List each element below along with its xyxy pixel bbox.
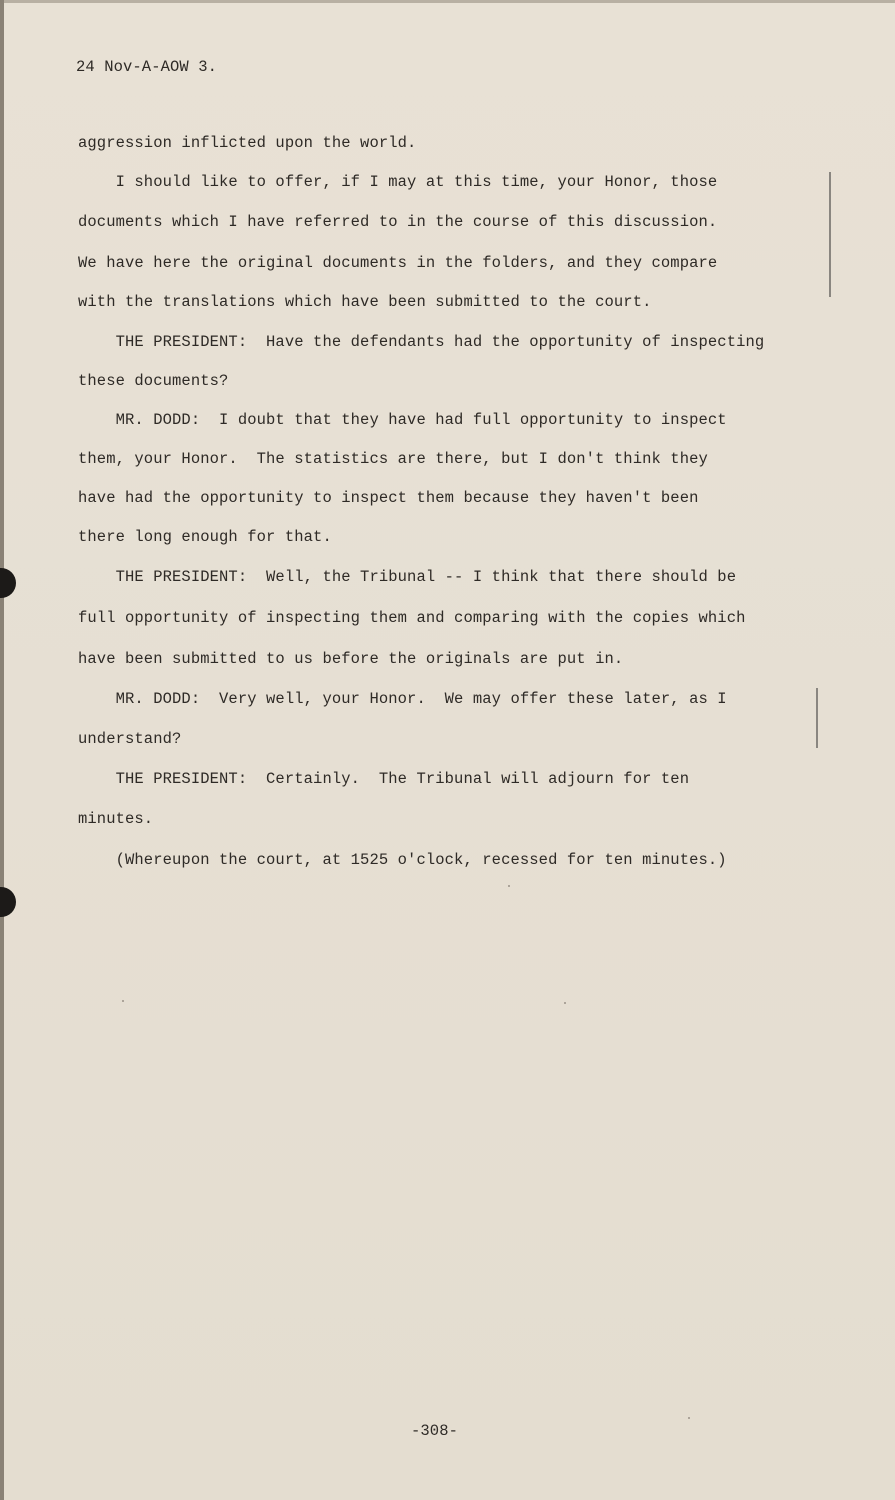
paper-speck <box>688 1417 690 1419</box>
text-line: MR. DODD: Very well, your Honor. We may offer these later, as I <box>78 690 727 708</box>
punch-hole-lower <box>0 887 16 917</box>
paper-speck <box>122 1000 124 1002</box>
text-line: I should like to offer, if I may at this time, your Honor, those <box>78 173 718 191</box>
text-line: full opportunity of inspecting them and comparing with the copies which <box>78 609 746 627</box>
punch-hole-upper <box>0 568 16 598</box>
paper-speck <box>564 1002 566 1004</box>
page-top-edge <box>0 0 895 3</box>
text-line: there long enough for that. <box>78 528 332 546</box>
text-line: (Whereupon the court, at 1525 o'clock, recessed for ten minutes.) <box>78 851 727 869</box>
document-reference-header: 24 Nov-A-AOW 3. <box>76 58 218 76</box>
text-line: minutes. <box>78 810 154 828</box>
text-line: THE PRESIDENT: Well, the Tribunal -- I think that there should be <box>78 568 737 586</box>
text-line: aggression inflicted upon the world. <box>78 134 417 152</box>
page-number: -308- <box>411 1422 459 1440</box>
page-left-edge <box>0 0 4 1500</box>
text-line: understand? <box>78 730 182 748</box>
text-line: MR. DODD: I doubt that they have had full opportunity to inspect <box>78 411 727 429</box>
text-line: THE PRESIDENT: Certainly. The Tribunal will adjourn for ten <box>78 770 690 788</box>
text-line: documents which I have referred to in the course of this discussion. <box>78 213 718 231</box>
paper-speck <box>508 885 510 887</box>
text-line: THE PRESIDENT: Have the defendants had the opportunity of inspecting <box>78 333 765 351</box>
text-line: them, your Honor. The statistics are there, but I don't think they <box>78 450 708 468</box>
text-line: have had the opportunity to inspect them because they haven't been <box>78 489 699 507</box>
text-line: with the translations which have been submitted to the court. <box>78 293 652 311</box>
text-line: We have here the original documents in the folders, and they compare <box>78 254 718 272</box>
text-line: have been submitted to us before the originals are put in. <box>78 650 624 668</box>
text-line: these documents? <box>78 372 229 390</box>
margin-line-mark <box>829 172 831 297</box>
margin-line-mark <box>816 688 818 748</box>
